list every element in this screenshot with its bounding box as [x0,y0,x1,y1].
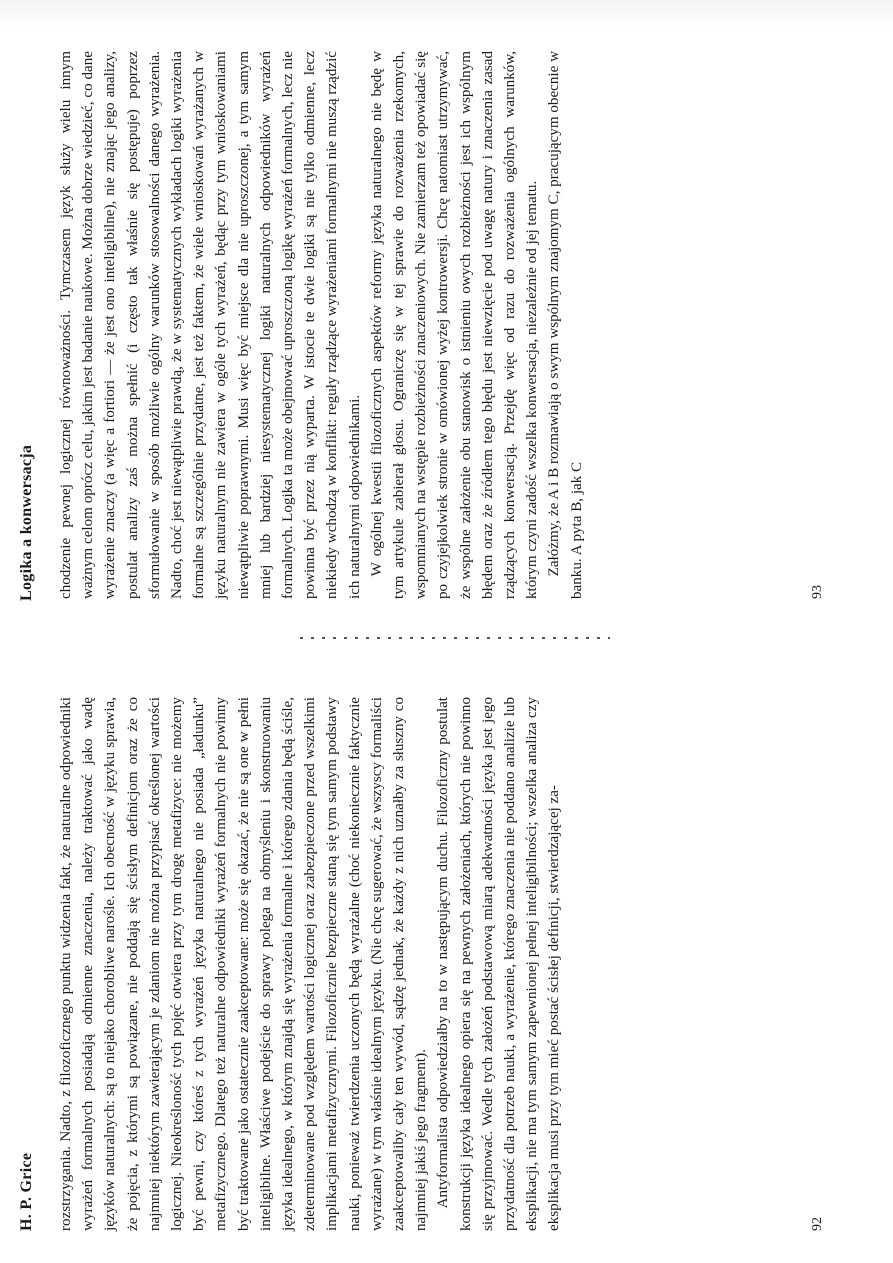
left-page-body [55,697,566,1231]
left-page [0,643,893,1263]
paragraph: W ogólnej kwestii filozoficznych aspektów reformy języka naturalnego nie będę w tym artykule zabierał głosu. Ograniczę się w tej sprawie do rozważenia rzekomych, wspomnianych na wstępie rozbieżności znaczeniowych. Nie zamierzam też opowiadać się po czyjejkolwiek stronie w omówionej wyżej kontrowersji. Chcę natomiast utrzymywać, że wspólne założenie obu stanowisk o istnieniu owych rozbieżności jest ich wspólnym błędem oraz że źródłem tego błędu jest niewzięcie pod uwagę natury i znaczenia zasad rządzących konwersacją. Przejdę więc od razu do rozważenia ogólnych warunków, którym czyni zadość wszelka konwersacja, niezależnie od jej tematu. [368,51,541,599]
paragraph: chodzenie pewnej logicznej równoważności. Tymczasem język służy wielu innym ważnym celom oprócz celu, jakim jest badanie naukowe. Można dobrze wiedzieć, co dane wyrażenie znaczy (a więc a fortiori — że jest ono inteligibilne), nie znając jego analizy, postulat analizy zaś można spełnić (i często tak właśnie się postępuje) poprzez sformułowanie w sposób możliwie ogólny warunków stosowalności danego wyrażenia. Nadto, choć jest niewątpliwie prawdą, że w systematycznych wykładach logiki wyrażenia formalne są szczególnie przydatne, jest też faktem, że wiele wnioskowań wyrażanych w języku naturalnym nie zawiera w ogóle tych wyrażeń, będąc przy tym wnioskowaniami niewątpliwie poprawnymi. Musi więc być miejsce dla nie uproszczonej, a tym samym mniej lub bardziej niesystematycznej logiki naturalnych odpowiedników wyrażeń formalnych. Logika ta może obejmować uproszczoną logikę wyrażeń formalnych, lecz nie powinna być przez nią wyparta. W istocie te dwie logiki są nie tylko odmienne, lecz niekiedy wchodzą w konflikt: reguły rządzące wyrażeniami formalnymi nie muszą rządzić ich naturalnymi odpowiednikami. [58,51,363,599]
paragraph: Antyformalista odpowiedziałby na to w następującym duchu. Filozoficzny postulat konstrukcji języka idealnego opiera się na pewnych założeniach, których nie powinno się przyjmować. Wedle tych założeń podstawową miarą adekwatności języka jest jego przydatność dla potrzeb nauki, a wyrażenie, którego znaczenia nie poddano analizie lub eksplikacji, nie ma tym samym zapewnionej pełnej inteligibilności; wszelka analiza czy eksplikacja musi przy tym mieć postać ścisłej definicji, stwierdzającej za- [435,697,563,1231]
book-gutter [0,631,893,645]
paragraph: rozstrzygania. Nadto, z filozoficznego punktu widzenia fakt, że naturalne odpowiedniki wyrażeń formalnych posiadają odmienne znaczenia, należy traktować jako wadę języków naturalnych: są to niejako chorobliwe narośle. Ich obecność w języku sprawia, że pojęcia, z którymi są powiązane, nie poddają się ścisłym definicjom oraz że co najmniej niektórym zawierającym je zdaniom nie można przypisać określonej wartości logicznej. Nieokreśloność tych pojęć otwiera przy tym drogę metafizyce: nie możemy być pewni, czy któreś z tych wyrażeń języka naturalnego nie posiada „ładunku” metafizycznego. Dlatego też naturalne odpowiedniki wyrażeń formalnych nie powinny być traktowane jako ostatecznie zaakceptowane: może się okazać, że nie są one w pełni inteligibilne. Właściwe podejście do sprawy polega na obmyśleniu i skonstruowaniu języka idealnego, w którym znajdą się wyrażenia formalne i którego zdania będą ściśle, zdeterminowane pod względem wartości logicznej oraz zabezpieczone przed wszelkimi implikacjami metafizycznymi. Filozoficznie bezpieczne staną się tym samym podstawy nauki, ponieważ twierdzenia uczonych będą wyrażalne (choć niekoniecznie faktycznie wyrażane) w tym właśnie idealnym języku. (Nie chcę sugerować, że wszyscy formaliści zaakceptowaliby cały ten wywód, sądzę jednak, że każdy z nich uznałby za słuszny co najmniej jakiś jego fragment). [58,697,430,1231]
running-head-author: H. P. Grice [18,1152,35,1231]
page-number: 93 [810,585,825,599]
page-number: 92 [810,1217,825,1231]
running-head-title: Logika a konwersacja [18,444,35,601]
paragraph: Załóżmy, że A i B rozmawiają o swym wspólnym znajomym C, pracującym obecnie w banku. A pyta B, jak C [546,51,585,599]
right-page-body [55,51,588,599]
